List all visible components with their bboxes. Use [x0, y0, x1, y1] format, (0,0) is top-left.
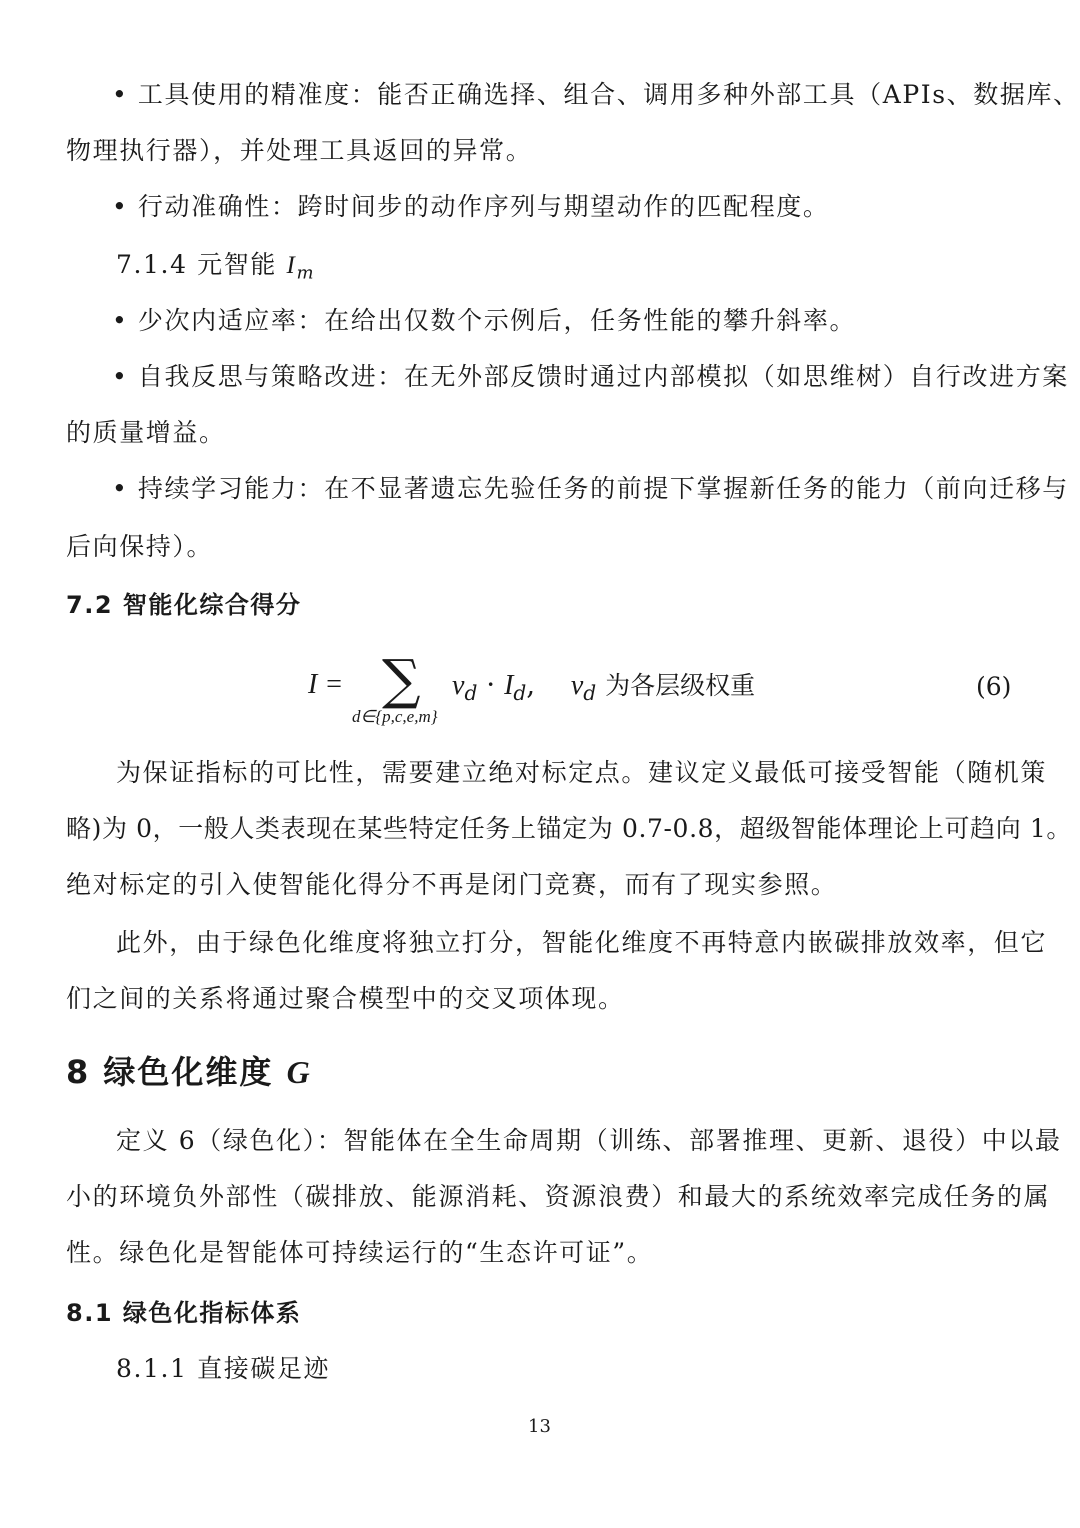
meta-intelligence-subscript: m: [296, 262, 316, 284]
note-weight-subscript: d: [583, 681, 597, 706]
green-note-paragraph-line-2: 们之间的关系将通过聚合模型中的交叉项体现。: [66, 984, 625, 1013]
tool-bullet-line-2: 物理执行器），并处理工具返回的异常。: [66, 136, 533, 165]
green-symbol: G: [286, 1054, 312, 1090]
subsection-number: 7.1.4: [116, 250, 188, 279]
definition-6-line-3: 性。绿色化是智能体可持续运行的“生态许可证”。: [66, 1238, 654, 1267]
equation-number: (6): [976, 672, 1012, 701]
equation-lhs: I =: [308, 669, 344, 700]
fewshot-bullet: • 少次内适应率：在给出仅数个示例后，任务性能的攀升斜率。: [112, 306, 857, 335]
subsection-7-1-4-heading: [116, 248, 315, 290]
section-8-1-heading: 8.1 绿色化指标体系: [66, 1299, 302, 1327]
definition-6-line-1: 定义 6（绿色化）：智能体在全生命周期（训练、部署推理、更新、退役）中以最: [116, 1126, 1062, 1155]
calibration-paragraph-line-1: 为保证指标的可比性，需要建立绝对标定点。建议定义最低可接受智能（随机策: [116, 758, 1048, 787]
section-7-2-heading: 7.2 智能化综合得分: [66, 591, 302, 619]
continual-learning-bullet-line-2: 后向保持）。: [66, 532, 214, 561]
weight-note-text: 为各层级权重: [605, 671, 756, 700]
equation-rhs: [452, 668, 755, 710]
score-symbol: I: [504, 670, 514, 701]
definition-6-line-2: 小的环境负外部性（碳排放、能源消耗、资源浪费）和最大的系统效率完成任务的属: [66, 1182, 1051, 1211]
score-subscript: d: [513, 681, 527, 706]
continual-learning-bullet-line-1: • 持续学习能力：在不显著遗忘先验任务的前提下掌握新任务的能力（前向迁移与: [112, 474, 1069, 503]
green-note-paragraph-line-1: 此外，由于绿色化维度将独立打分，智能化维度不再特意内嵌碳排放效率，但它: [116, 928, 1048, 957]
action-bullet: • 行动准确性：跨时间步的动作序列与期望动作的匹配程度。: [112, 192, 830, 221]
summation-range: d∈{p,c,e,m}: [352, 707, 438, 726]
equation-comma: ,: [526, 668, 536, 701]
section-8-title: 8 绿色化维度: [66, 1053, 274, 1091]
multiplication-dot: ·: [486, 668, 496, 701]
weight-symbol: ν: [452, 670, 465, 701]
page-number: 13: [528, 1416, 551, 1437]
calibration-paragraph-line-3: 绝对标定的引入使智能化得分不再是闭门竞赛，而有了现实参照。: [66, 870, 838, 899]
note-weight-symbol: ν: [570, 670, 584, 701]
subsection-title: 元智能: [197, 250, 277, 279]
subsection-8-1-1-heading: 8.1.1 直接碳足迹: [116, 1354, 331, 1383]
tool-bullet-line-1: • 工具使用的精准度：能否正确选择、组合、调用多种外部工具（APIs、数据库、: [112, 80, 1080, 109]
weight-subscript: d: [464, 681, 478, 706]
summation-sign: ∑: [382, 648, 421, 711]
calibration-paragraph-line-2: 略)为 0，一般人类表现在某些特定任务上锚定为 0.7-0.8，超级智能体理论上可趋向 1。: [66, 814, 1072, 843]
reflection-bullet-line-1: • 自我反思与策略改进：在无外部反馈时通过内部模拟（如思维树）自行改进方案: [112, 362, 1069, 391]
section-8-heading: [66, 1050, 312, 1094]
meta-intelligence-symbol: I: [286, 252, 297, 279]
reflection-bullet-line-2: 的质量增益。: [66, 418, 226, 447]
